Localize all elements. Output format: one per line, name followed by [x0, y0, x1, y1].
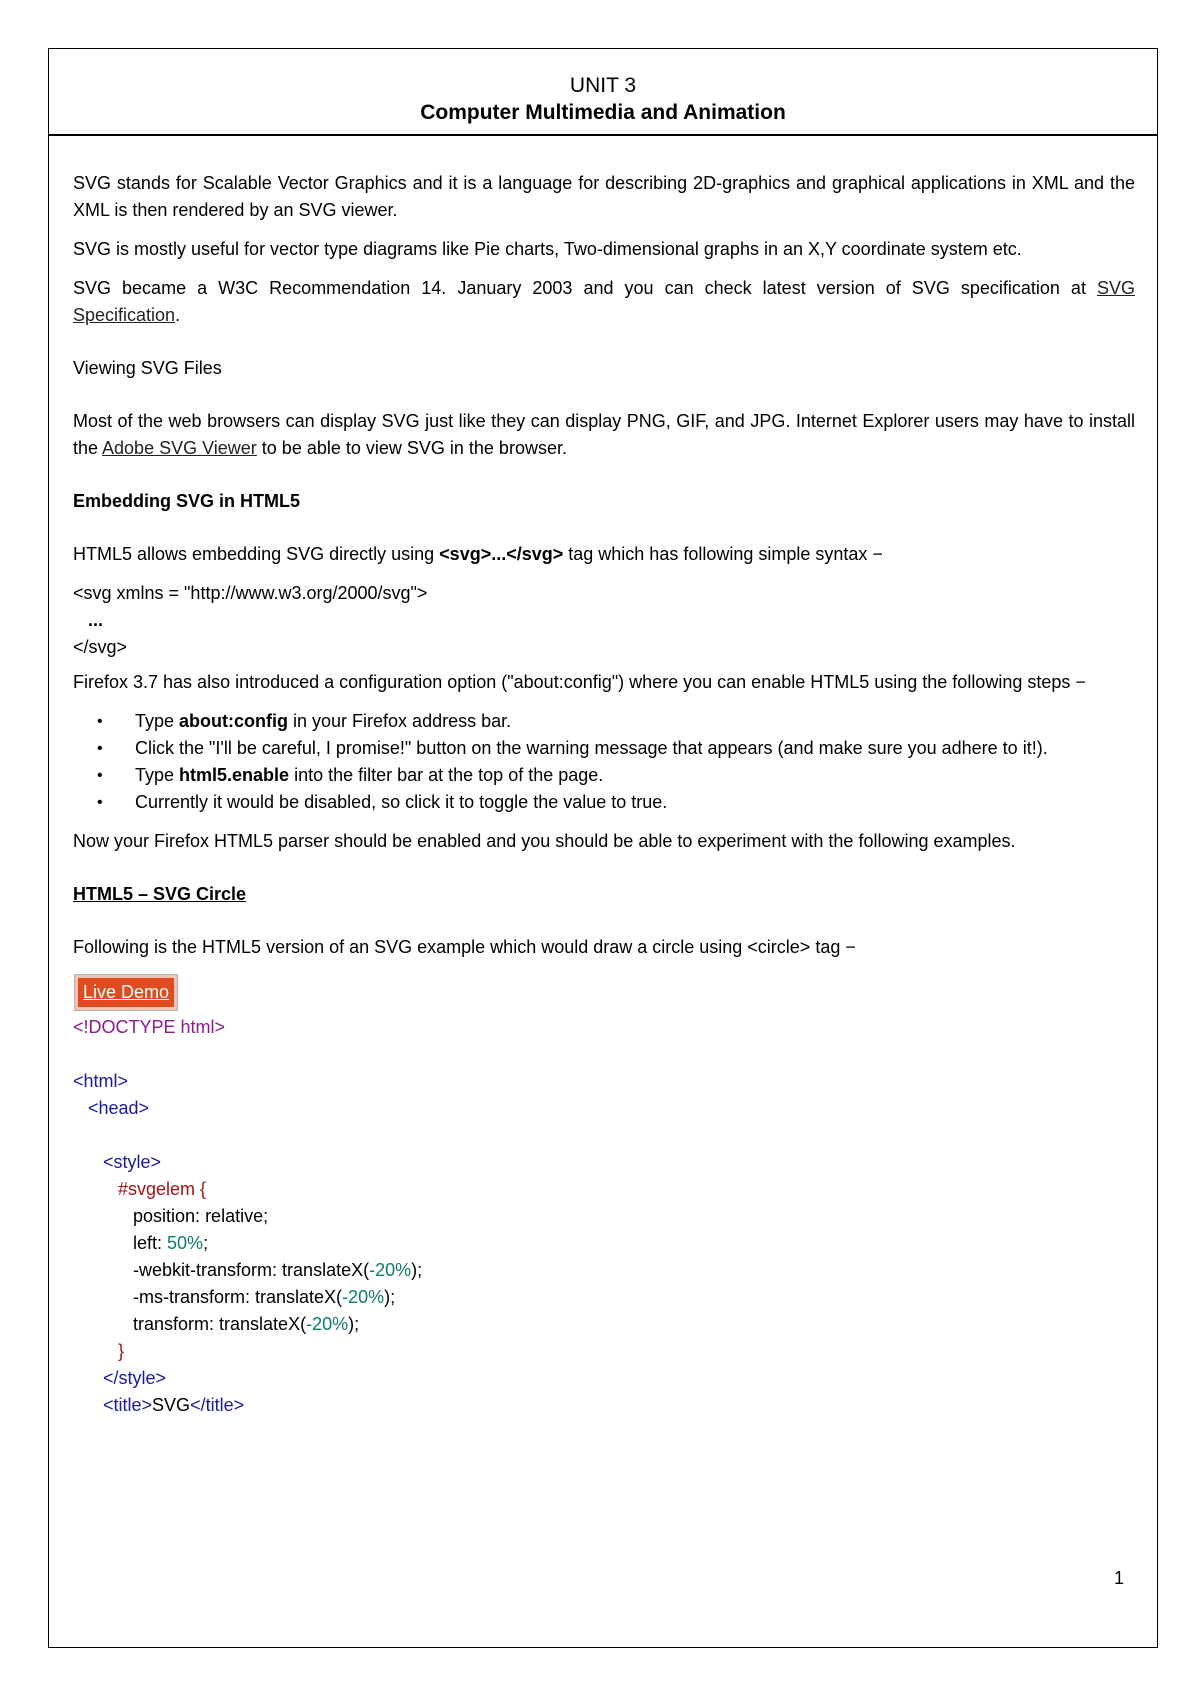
- code-title-text: SVG: [152, 1395, 191, 1415]
- viewing-text-after: to be able to view SVG in the browser.: [256, 438, 567, 458]
- adobe-svg-viewer-link[interactable]: Adobe SVG Viewer: [102, 438, 257, 458]
- code-value: relative;: [205, 1206, 269, 1226]
- step-1-bold: about:config: [179, 711, 289, 731]
- code-prop: position:: [73, 1206, 206, 1226]
- code-title-open: <title>: [73, 1395, 153, 1415]
- code-style-close: </style>: [73, 1368, 167, 1388]
- viewing-text-before: Most of the web browsers can display SVG just like they can display PNG, GIF, and JPG. Internet Explorer users may have to install the: [73, 411, 1135, 458]
- list-item: [97, 789, 1135, 816]
- viewing-heading: Viewing SVG Files: [73, 358, 222, 378]
- code-end: );: [348, 1314, 360, 1334]
- step-3-after: into the filter bar at the top of the page.: [289, 765, 604, 785]
- code-prop: left:: [73, 1233, 168, 1253]
- code-style-open: <style>: [73, 1152, 162, 1172]
- code-line-transform: [73, 1311, 1135, 1338]
- code-fn: translateX(: [282, 1260, 370, 1280]
- code-end: );: [411, 1260, 423, 1280]
- svg-syntax-line-2: ...: [73, 610, 104, 630]
- circle-heading: HTML5 – SVG Circle: [73, 884, 247, 904]
- intro-paragraph-3-text: SVG became a W3C Recommendation 14. January 2003 and you can check latest version of SVG specification at: [73, 278, 1097, 298]
- step-3-before: Type: [135, 765, 180, 785]
- code-value: 50%: [167, 1233, 204, 1253]
- intro-paragraph-3-end: .: [175, 305, 181, 325]
- list-item: [97, 762, 1135, 789]
- code-prop: -webkit-transform:: [73, 1260, 283, 1280]
- svg-syntax-line-1: <svg xmlns = "http://www.w3.org/2000/svg">: [73, 583, 428, 603]
- intro-paragraph-3: [73, 275, 1135, 329]
- code-value: -20%: [342, 1287, 385, 1307]
- code-prop: transform:: [73, 1314, 220, 1334]
- circle-description: Following is the HTML5 version of an SVG example which would draw a circle using <circle> tag −: [73, 937, 856, 957]
- document-header: [48, 48, 1158, 136]
- unit-title: UNIT 3: [569, 74, 637, 97]
- bullet-icon: •: [97, 713, 103, 730]
- subject-title: Computer Multimedia and Animation: [420, 101, 786, 124]
- page-number: 1: [1113, 1568, 1124, 1588]
- live-demo-button[interactable]: Live Demo: [75, 975, 177, 1010]
- code-title-close: </title>: [190, 1395, 245, 1415]
- intro-paragraph-1: SVG stands for Scalable Vector Graphics and it is a language for describing 2D-graphics and graphical applications in XML and the XML is then rendered by an SVG viewer.: [73, 173, 1135, 220]
- code-line-left: [73, 1230, 1135, 1257]
- live-demo-wrapper: [73, 973, 1135, 1014]
- code-value: -20%: [306, 1314, 349, 1334]
- list-item: [97, 735, 1135, 762]
- step-1-after: in your Firefox address bar.: [288, 711, 512, 731]
- code-end: ;: [203, 1233, 209, 1253]
- code-selector: #svgelem {: [73, 1179, 207, 1199]
- svg-specification-link[interactable]: SVG Specification: [73, 278, 1135, 325]
- code-fn: translateX(: [255, 1287, 343, 1307]
- bullet-icon: •: [97, 794, 103, 811]
- code-line-webkit-transform: [73, 1257, 1135, 1284]
- bullet-icon: •: [97, 740, 103, 757]
- code-fn: translateX(: [219, 1314, 307, 1334]
- firefox-paragraph: Firefox 3.7 has also introduced a configuration option ("about:config") where you can enable HTML5 using the following steps −: [73, 672, 1086, 692]
- viewing-paragraph: [73, 408, 1135, 462]
- code-prop: -ms-transform:: [73, 1287, 256, 1307]
- step-1-before: Type: [135, 711, 180, 731]
- step-4-before: Currently it would be disabled, so click it to toggle the value to true.: [135, 792, 668, 812]
- bullet-icon: •: [97, 767, 103, 784]
- steps-list: [73, 708, 1135, 816]
- code-end: );: [384, 1287, 396, 1307]
- embedding-text-before: HTML5 allows embedding SVG directly using: [73, 544, 440, 564]
- document-body: [73, 170, 1135, 1419]
- list-item: [97, 708, 1135, 735]
- embedding-paragraph: [73, 541, 1135, 568]
- intro-paragraph-2: SVG is mostly useful for vector type diagrams like Pie charts, Two-dimensional graphs in an X,Y coordinate system etc.: [73, 239, 1022, 259]
- embedding-text-after: tag which has following simple syntax −: [563, 544, 883, 564]
- step-2-before: Click the "I'll be careful, I promise!" button on the warning message that appears (and make sure you adhere to it!).: [135, 738, 1048, 758]
- after-steps-paragraph: Now your Firefox HTML5 parser should be enabled and you should be able to experiment with the following examples.: [73, 831, 1016, 851]
- embedding-heading: Embedding SVG in HTML5: [73, 491, 301, 511]
- code-head-open: <head>: [73, 1098, 150, 1118]
- code-line-position: [73, 1203, 1135, 1230]
- step-3-bold: html5.enable: [179, 765, 290, 785]
- code-brace-close: }: [73, 1341, 125, 1361]
- svg-tag-text: <svg>...</svg>: [439, 544, 564, 564]
- code-html-open: <html>: [73, 1071, 129, 1091]
- svg-syntax-line-3: </svg>: [73, 637, 128, 657]
- code-value: -20%: [369, 1260, 412, 1280]
- code-doctype: <!DOCTYPE html>: [73, 1017, 226, 1037]
- code-line-ms-transform: [73, 1284, 1135, 1311]
- code-title-line: [73, 1392, 1135, 1419]
